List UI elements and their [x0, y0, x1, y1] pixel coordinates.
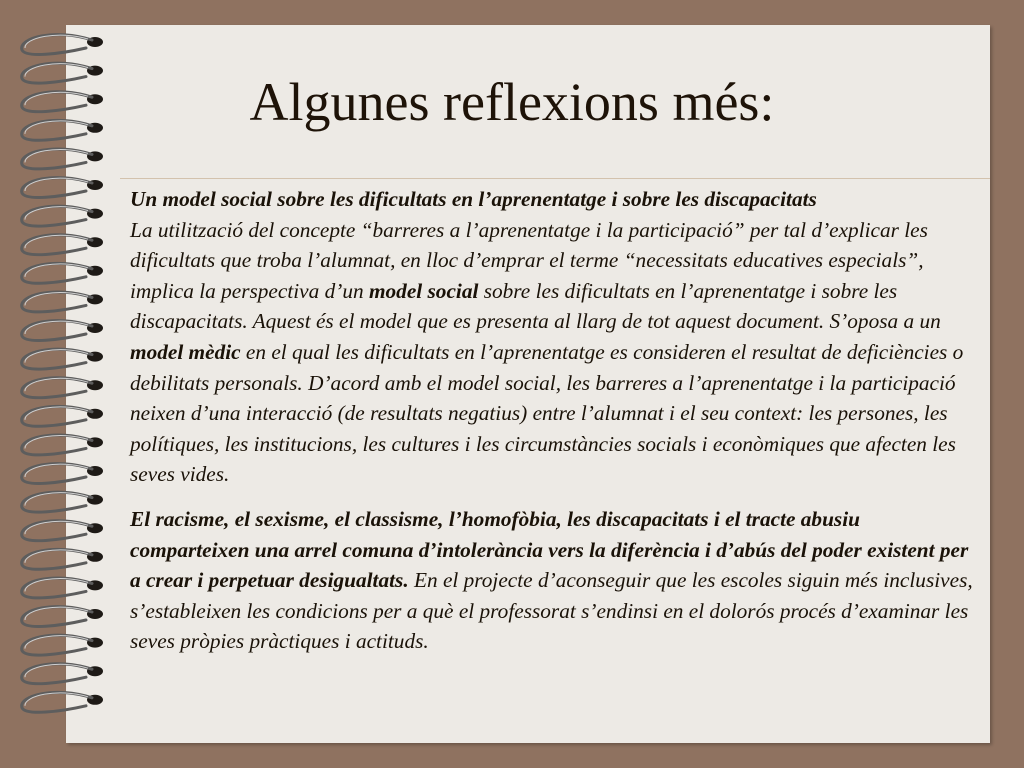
spiral-ring [22, 149, 103, 169]
bold-statement: El racisme, el sexisme, el classisme, l’homofòbia, les discapacitats i el tracte abusiu comparteixen una arrel comuna d’intolerància vers la diferència i d’abús del poder existent per a crear i perpetuar desigualtats. [130, 506, 969, 593]
paragraph-intolerance [130, 504, 980, 657]
spiral-ring [22, 35, 103, 55]
spiral-ring [22, 406, 103, 426]
spiral-ring [22, 292, 103, 312]
bold-term-social-model: model social [368, 278, 479, 303]
spiral-ring [22, 664, 103, 684]
bold-term-medical-model: model mèdic [130, 339, 241, 364]
spiral-ring [22, 607, 103, 627]
spiral-ring [22, 635, 103, 655]
spiral-ring [22, 349, 103, 369]
paragraph-social-model [130, 184, 980, 490]
spiral-ring [22, 521, 103, 541]
spiral-ring [22, 263, 103, 283]
spiral-ring [22, 578, 103, 598]
spiral-ring [22, 692, 103, 712]
spiral-ring [22, 464, 103, 484]
paragraph-text: en el qual les dificultats en l’aprenentatge es consideren el resultat de deficiències o debilitats personals. D’acord amb el model social, les barreres a l’aprenentatge i la participació neixen d’una interacció (de resultats negatius) entre l’alumnat i el seu context: les persones, les polítiques, les institucions, les cultures i les circumstàncies socials i econòmiques que afecten les seves vides. [130, 339, 964, 487]
paragraph-text: En el projecte d’aconseguir que les escoles siguin més inclusives, s’estableixen les condicions per a què el professorat s’endinsi en el dolorós procés d’examinar les seves pròpies pràctiques i actituds. [130, 568, 973, 654]
slide-title: Algunes reflexions més: [249, 72, 775, 132]
paragraph-heading: Un model social sobre les dificultats en l’aprenentatge i sobre les discapacitats [130, 187, 817, 211]
paragraph-text: La utilització del concepte “barreres a l’aprenentatge i la participació” per tal d’explicar les dificultats que troba l’alumnat, en lloc d’emprar el terme “necessitats educatives especials”, implica la perspectiva d’un [130, 217, 928, 303]
spiral-ring [22, 549, 103, 569]
spiral-ring [22, 178, 103, 198]
spiral-ring [22, 321, 103, 341]
spiral-ring [22, 235, 103, 255]
spiral-ring [22, 435, 103, 455]
slide-content [130, 184, 980, 657]
spiral-ring [22, 378, 103, 398]
spiral-ring [22, 492, 103, 512]
spiral-ring [22, 206, 103, 226]
paragraph-text: sobre les dificultats en l’aprenentatge i sobre les discapacitats. Aquest és el model que es presenta al llarg de tot aquest document. S’oposa a un [130, 278, 941, 334]
title-divider [120, 178, 990, 179]
